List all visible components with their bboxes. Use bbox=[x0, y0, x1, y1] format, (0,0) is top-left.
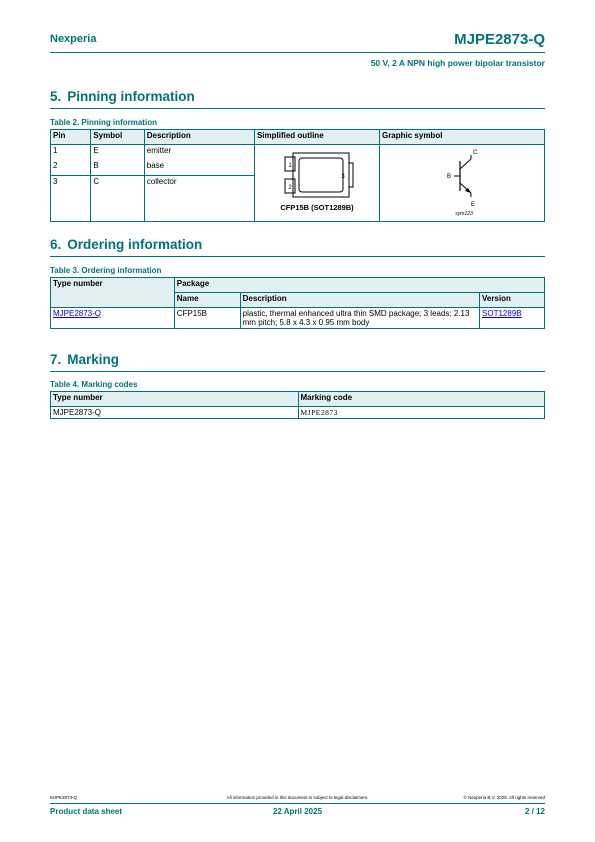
type-number-cell: MJPE2873-Q bbox=[51, 407, 299, 419]
page-number: 2 / 12 bbox=[524, 807, 545, 816]
col-header-name: Name bbox=[174, 293, 240, 308]
type-number-cell bbox=[51, 308, 175, 329]
outline-pin2-label: 2 bbox=[288, 185, 292, 191]
section-divider bbox=[50, 371, 545, 372]
section-title-ordering: 6. Ordering information bbox=[50, 237, 203, 252]
table-row bbox=[51, 145, 545, 161]
pin-cell: 2 bbox=[51, 160, 91, 176]
outline-pin3-label: 3 bbox=[341, 174, 345, 180]
footer-copyright: © Nexperia B.V. 2025. All rights reserved bbox=[463, 795, 545, 800]
col-header-description: Description bbox=[144, 130, 254, 145]
table2-caption: Table 2. Pinning information bbox=[50, 118, 157, 127]
footer-date: 22 April 2025 bbox=[272, 807, 323, 816]
graphic-symbol-cell bbox=[379, 145, 544, 222]
col-header-package: Package bbox=[174, 278, 544, 293]
description-cell: collector bbox=[144, 176, 254, 222]
version-cell bbox=[480, 308, 545, 329]
section-divider bbox=[50, 108, 545, 109]
col-header-outline: Simplified outline bbox=[254, 130, 379, 145]
symbol-cell: C bbox=[91, 176, 144, 222]
description-cell: base bbox=[144, 160, 254, 176]
footer-doc-type: Product data sheet bbox=[50, 807, 123, 816]
symbol-reference: sym123 bbox=[455, 211, 473, 217]
header-divider bbox=[50, 52, 545, 53]
collector-label: C bbox=[472, 150, 478, 156]
pin-cell: 1 bbox=[51, 145, 91, 161]
marking-table bbox=[50, 391, 545, 419]
col-header-graphic-symbol: Graphic symbol bbox=[379, 130, 544, 145]
emitter-label: E bbox=[470, 202, 475, 208]
base-label: B bbox=[446, 174, 451, 180]
version-link[interactable]: SOT1289B bbox=[482, 309, 522, 318]
outline-pin1-label: 1 bbox=[288, 163, 292, 169]
col-header-description: Description bbox=[240, 293, 479, 308]
table3-caption: Table 3. Ordering information bbox=[50, 266, 162, 275]
col-header-type-number: Type number bbox=[51, 278, 175, 308]
section-title-pinning: 5. Pinning information bbox=[50, 89, 195, 104]
part-number: MJPE2873-Q bbox=[454, 31, 545, 48]
table-row bbox=[51, 407, 545, 419]
package-outline-drawing bbox=[255, 145, 379, 219]
symbol-cell: E bbox=[91, 145, 144, 161]
col-header-symbol: Symbol bbox=[91, 130, 144, 145]
footer-doc-id: MJPE2873-Q bbox=[50, 795, 78, 800]
symbol-cell: B bbox=[91, 160, 144, 176]
table-row bbox=[51, 308, 545, 329]
section-divider bbox=[50, 256, 545, 257]
package-description-cell: plastic, thermal enhanced ultra thin SMD package; 3 leads; 2.13 mm pitch; 5.8 x 4.3 x 0.95 mm body bbox=[240, 308, 479, 329]
package-name-label: CFP15B (SOT1289B) bbox=[280, 203, 354, 212]
brand-name: Nexperia bbox=[50, 33, 97, 45]
pin-cell: 3 bbox=[51, 176, 91, 222]
document-subtitle: 50 V, 2 A NPN high power bipolar transistor bbox=[370, 58, 545, 68]
type-number-link[interactable]: MJPE2873-Q bbox=[53, 309, 102, 318]
marking-code-cell: MJPE2873 bbox=[298, 407, 545, 419]
footer-disclaimer: All information provided in this document is subject to legal disclaimers. bbox=[226, 795, 369, 800]
footer-divider bbox=[50, 803, 545, 804]
outline-cell bbox=[254, 145, 379, 222]
col-header-type-number: Type number bbox=[51, 392, 299, 407]
description-cell: emitter bbox=[144, 145, 254, 161]
pinning-table bbox=[50, 129, 545, 222]
section-title-marking: 7. Marking bbox=[50, 352, 120, 367]
col-header-pin: Pin bbox=[51, 130, 91, 145]
col-header-marking-code: Marking code bbox=[298, 392, 545, 407]
ordering-table bbox=[50, 277, 545, 329]
package-name-cell: CFP15B bbox=[174, 308, 240, 329]
col-header-version: Version bbox=[480, 293, 545, 308]
transistor-symbol-icon bbox=[380, 145, 544, 219]
table4-caption: Table 4. Marking codes bbox=[50, 380, 138, 389]
